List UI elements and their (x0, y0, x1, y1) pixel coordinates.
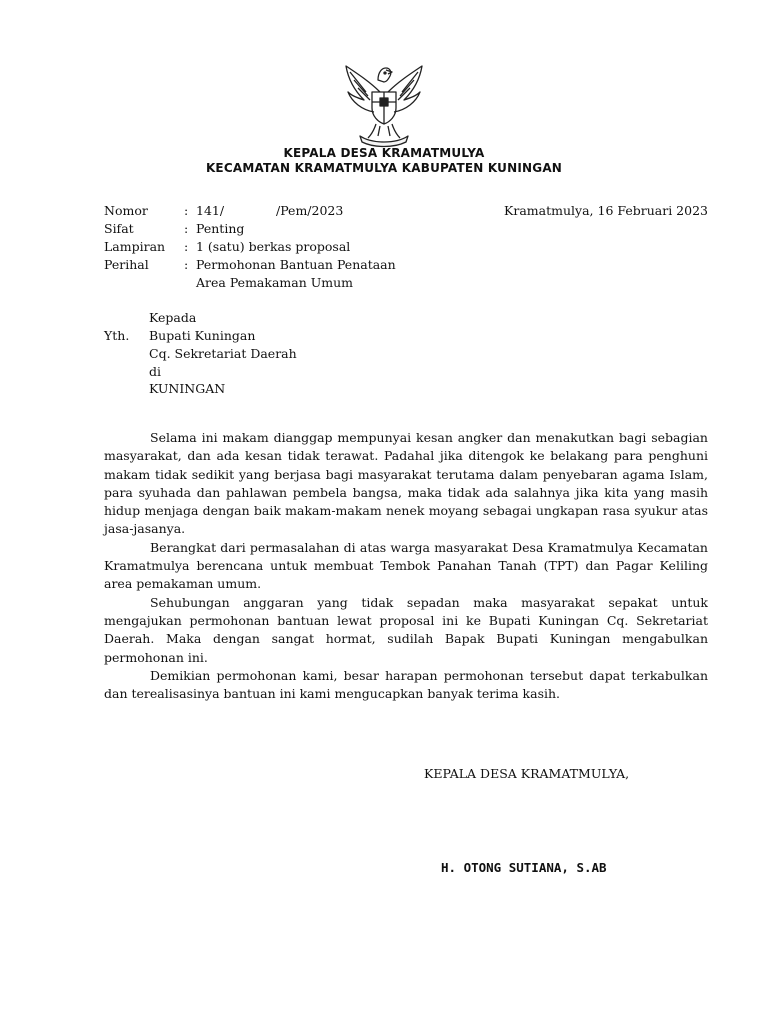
recipient-line-3: di (149, 364, 161, 379)
meta-value: 141/ (196, 203, 225, 218)
body-paragraph: Berangkat dari permasalahan di atas warga masyarakat Desa Kramatmulya Kecamatan Kramatmulya berencana untuk membuat Tembok Panahan Tanah (TPT) dan Pagar Keliling area pemakaman umum. (104, 539, 708, 592)
meta-nomor (104, 203, 343, 218)
meta-lampiran (104, 239, 350, 254)
recipient-line-4: KUNINGAN (149, 381, 226, 396)
signature-name: H. OTONG SUTIANA, S.AB (441, 860, 607, 875)
meta-label: Lampiran (104, 239, 166, 254)
meta-perihal (104, 257, 396, 272)
recipient-yth: Yth. (104, 328, 130, 343)
meta-label: Sifat (104, 221, 134, 236)
meta-colon: : (184, 221, 189, 236)
meta-label: Perihal (104, 257, 149, 272)
meta-colon: : (184, 239, 189, 254)
meta-label: Nomor (104, 203, 148, 218)
meta-value: Penting (196, 221, 245, 236)
letter-date: Kramatmulya, 16 Februari 2023 (504, 203, 708, 218)
meta-value: /Pem/2023 (276, 203, 344, 218)
meta-colon: : (184, 203, 189, 218)
signature-title: KEPALA DESA KRAMATMULYA, (424, 766, 630, 781)
recipient-line-2: Cq. Sekretariat Daerah (149, 346, 297, 361)
meta-sifat (104, 221, 244, 236)
recipient-kepada: Kepada (149, 310, 197, 325)
meta-colon: : (184, 257, 189, 272)
meta-perihal-cont: Area Pemakaman Umum (196, 275, 354, 290)
body-paragraph: Demikian permohonan kami, besar harapan permohonan tersebut dapat terkabulkan dan terealisasinya bantuan ini kami mengucapkan banyak terima kasih. (104, 667, 708, 702)
letter-body (104, 429, 708, 703)
letterhead-line-1: KEPALA DESA KRAMATMULYA (283, 146, 485, 160)
recipient-line-1: Bupati Kuningan (149, 328, 256, 343)
meta-value: 1 (satu) berkas proposal (196, 239, 351, 254)
meta-value: Permohonan Bantuan Penataan (196, 257, 396, 272)
letterhead-line-2: KECAMATAN KRAMATMULYA KABUPATEN KUNINGAN (205, 161, 563, 175)
garuda-emblem-icon (336, 52, 432, 148)
body-paragraph: Selama ini makam dianggap mempunyai kesan angker dan menakutkan bagi sebagian masyarakat, dan ada kesan tidak terawat. Padahal jika ditengok ke belakang para penghuni makam tidak sedikit yang berjasa bagi masyarakat terutama dalam penyebaran agama Islam, para syuhada dan pahlawan pembela bangsa, maka tidak ada salahnya jika kita yang masih hidup menjaga dengan baik makam-makam nenek moyang sebagai ungkapan rasa syukur atas jasa-jasanya. (104, 430, 708, 537)
body-paragraph: Sehubungan anggaran yang tidak sepadan maka masyarakat sepakat untuk mengajukan permohonan bantuan lewat proposal ini ke Bupati Kuningan Cq. Sekretariat Daerah. Maka dengan sangat hormat, sudilah Bapak Bupati Kuningan mengabulkan permohonan ini. (104, 594, 708, 665)
